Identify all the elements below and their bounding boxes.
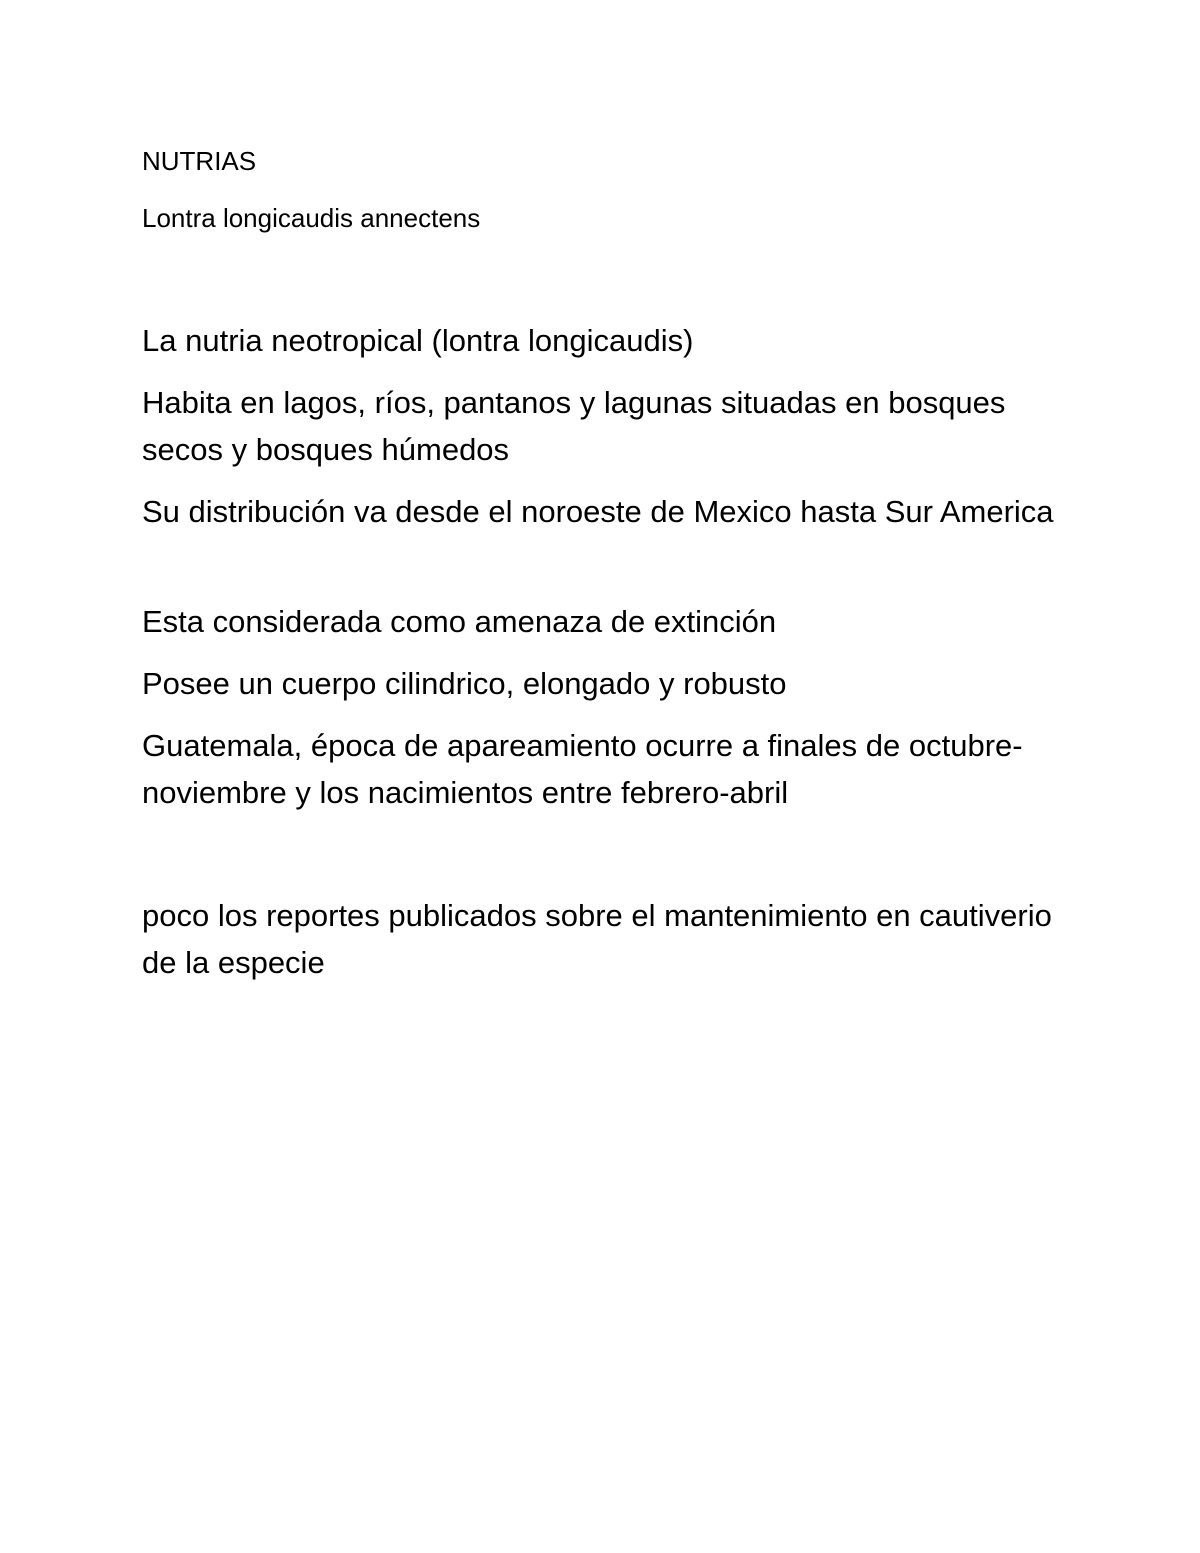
document-title: NUTRIAS xyxy=(142,146,257,176)
paragraph-6: Guatemala, época de apareamiento ocurre a finales de octubre-noviembre y los nacimientos entre febrero-abril xyxy=(142,728,1023,810)
paragraph-3: Su distribución va desde el noroeste de Mexico hasta Sur America xyxy=(142,494,1054,529)
paragraph-5: Posee un cuerpo cilindrico, elongado y robusto xyxy=(142,666,787,701)
species-name: Lontra longicaudis annectens xyxy=(142,203,481,233)
paragraph-4: Esta considerada como amenaza de extinción xyxy=(142,604,777,639)
paragraph-7: poco los reportes publicados sobre el mantenimiento en cautiverio de la especie xyxy=(142,898,1052,980)
paragraph-2: Habita en lagos, ríos, pantanos y lagunas situadas en bosques secos y bosques húmedos xyxy=(142,385,1006,467)
paragraph-1: La nutria neotropical (lontra longicaudis) xyxy=(142,323,694,358)
